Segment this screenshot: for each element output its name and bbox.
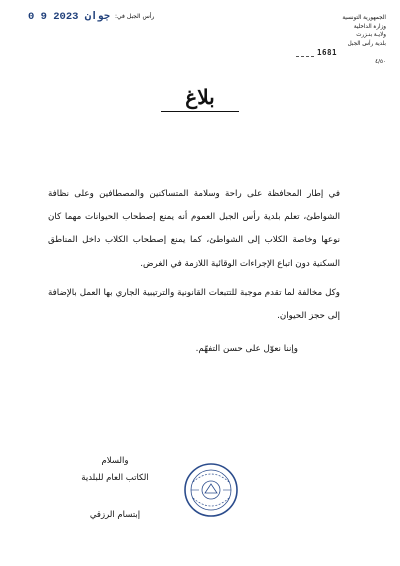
date-place: رأس الجبل في: — [115, 13, 155, 20]
letterhead-line-ministry: وزارة الداخلية — [353, 23, 386, 30]
letterhead — [296, 14, 386, 66]
signatory-name: إبتسام الرزقي — [89, 510, 141, 520]
salutation: والسلام — [101, 456, 129, 466]
letterhead-line-governorate: ولايـة بنـزرت — [356, 32, 386, 38]
letterhead-line-municipality: بلدية رأس الجبل — [347, 40, 386, 47]
official-seal-icon — [183, 462, 239, 518]
reference-extra: ٤/٥٠ — [375, 58, 386, 65]
body-paragraph-1: في إطار المحافظة على راحة وسلامة المتساكنين والمصطافين وعلى نظافة الشواطئ، تعلم بلدية رأس الجبل العموم أنه يمنع إصطحاب الحيوانات مهما كان نوعها وخاصة الكلاب إلى الشواطئ، كما يمنع إصطحاب الكلاب داخل المناطق السكنية دون اتباع الإجراءات الوقائية اللازمة في الغرض. — [48, 189, 340, 269]
reference-underline — [296, 50, 314, 57]
letterhead-line-country: الجمهورية التونسية — [342, 15, 386, 21]
document-title-wrapper — [0, 85, 400, 112]
body-paragraph-2: وكل مخالفة لما تقدم موجبة للتتبعات القانونية والترتيبية الجاري بها العمل بالإضافة إلى حجز الحيوان. — [48, 287, 340, 322]
date-stamp: 0 9 جوان 2023 — [28, 11, 111, 23]
signature-block — [66, 453, 164, 524]
date-block — [28, 10, 154, 23]
announcement-body — [48, 183, 340, 361]
reference-line — [296, 49, 386, 58]
signatory-role: الكاتب العام للبلدية — [81, 473, 149, 483]
document-title: بلاغ — [161, 85, 238, 112]
closing-line: وإننا نعوّل على حسن التفهّم. — [195, 344, 298, 355]
reference-number: 1681 — [317, 48, 338, 57]
